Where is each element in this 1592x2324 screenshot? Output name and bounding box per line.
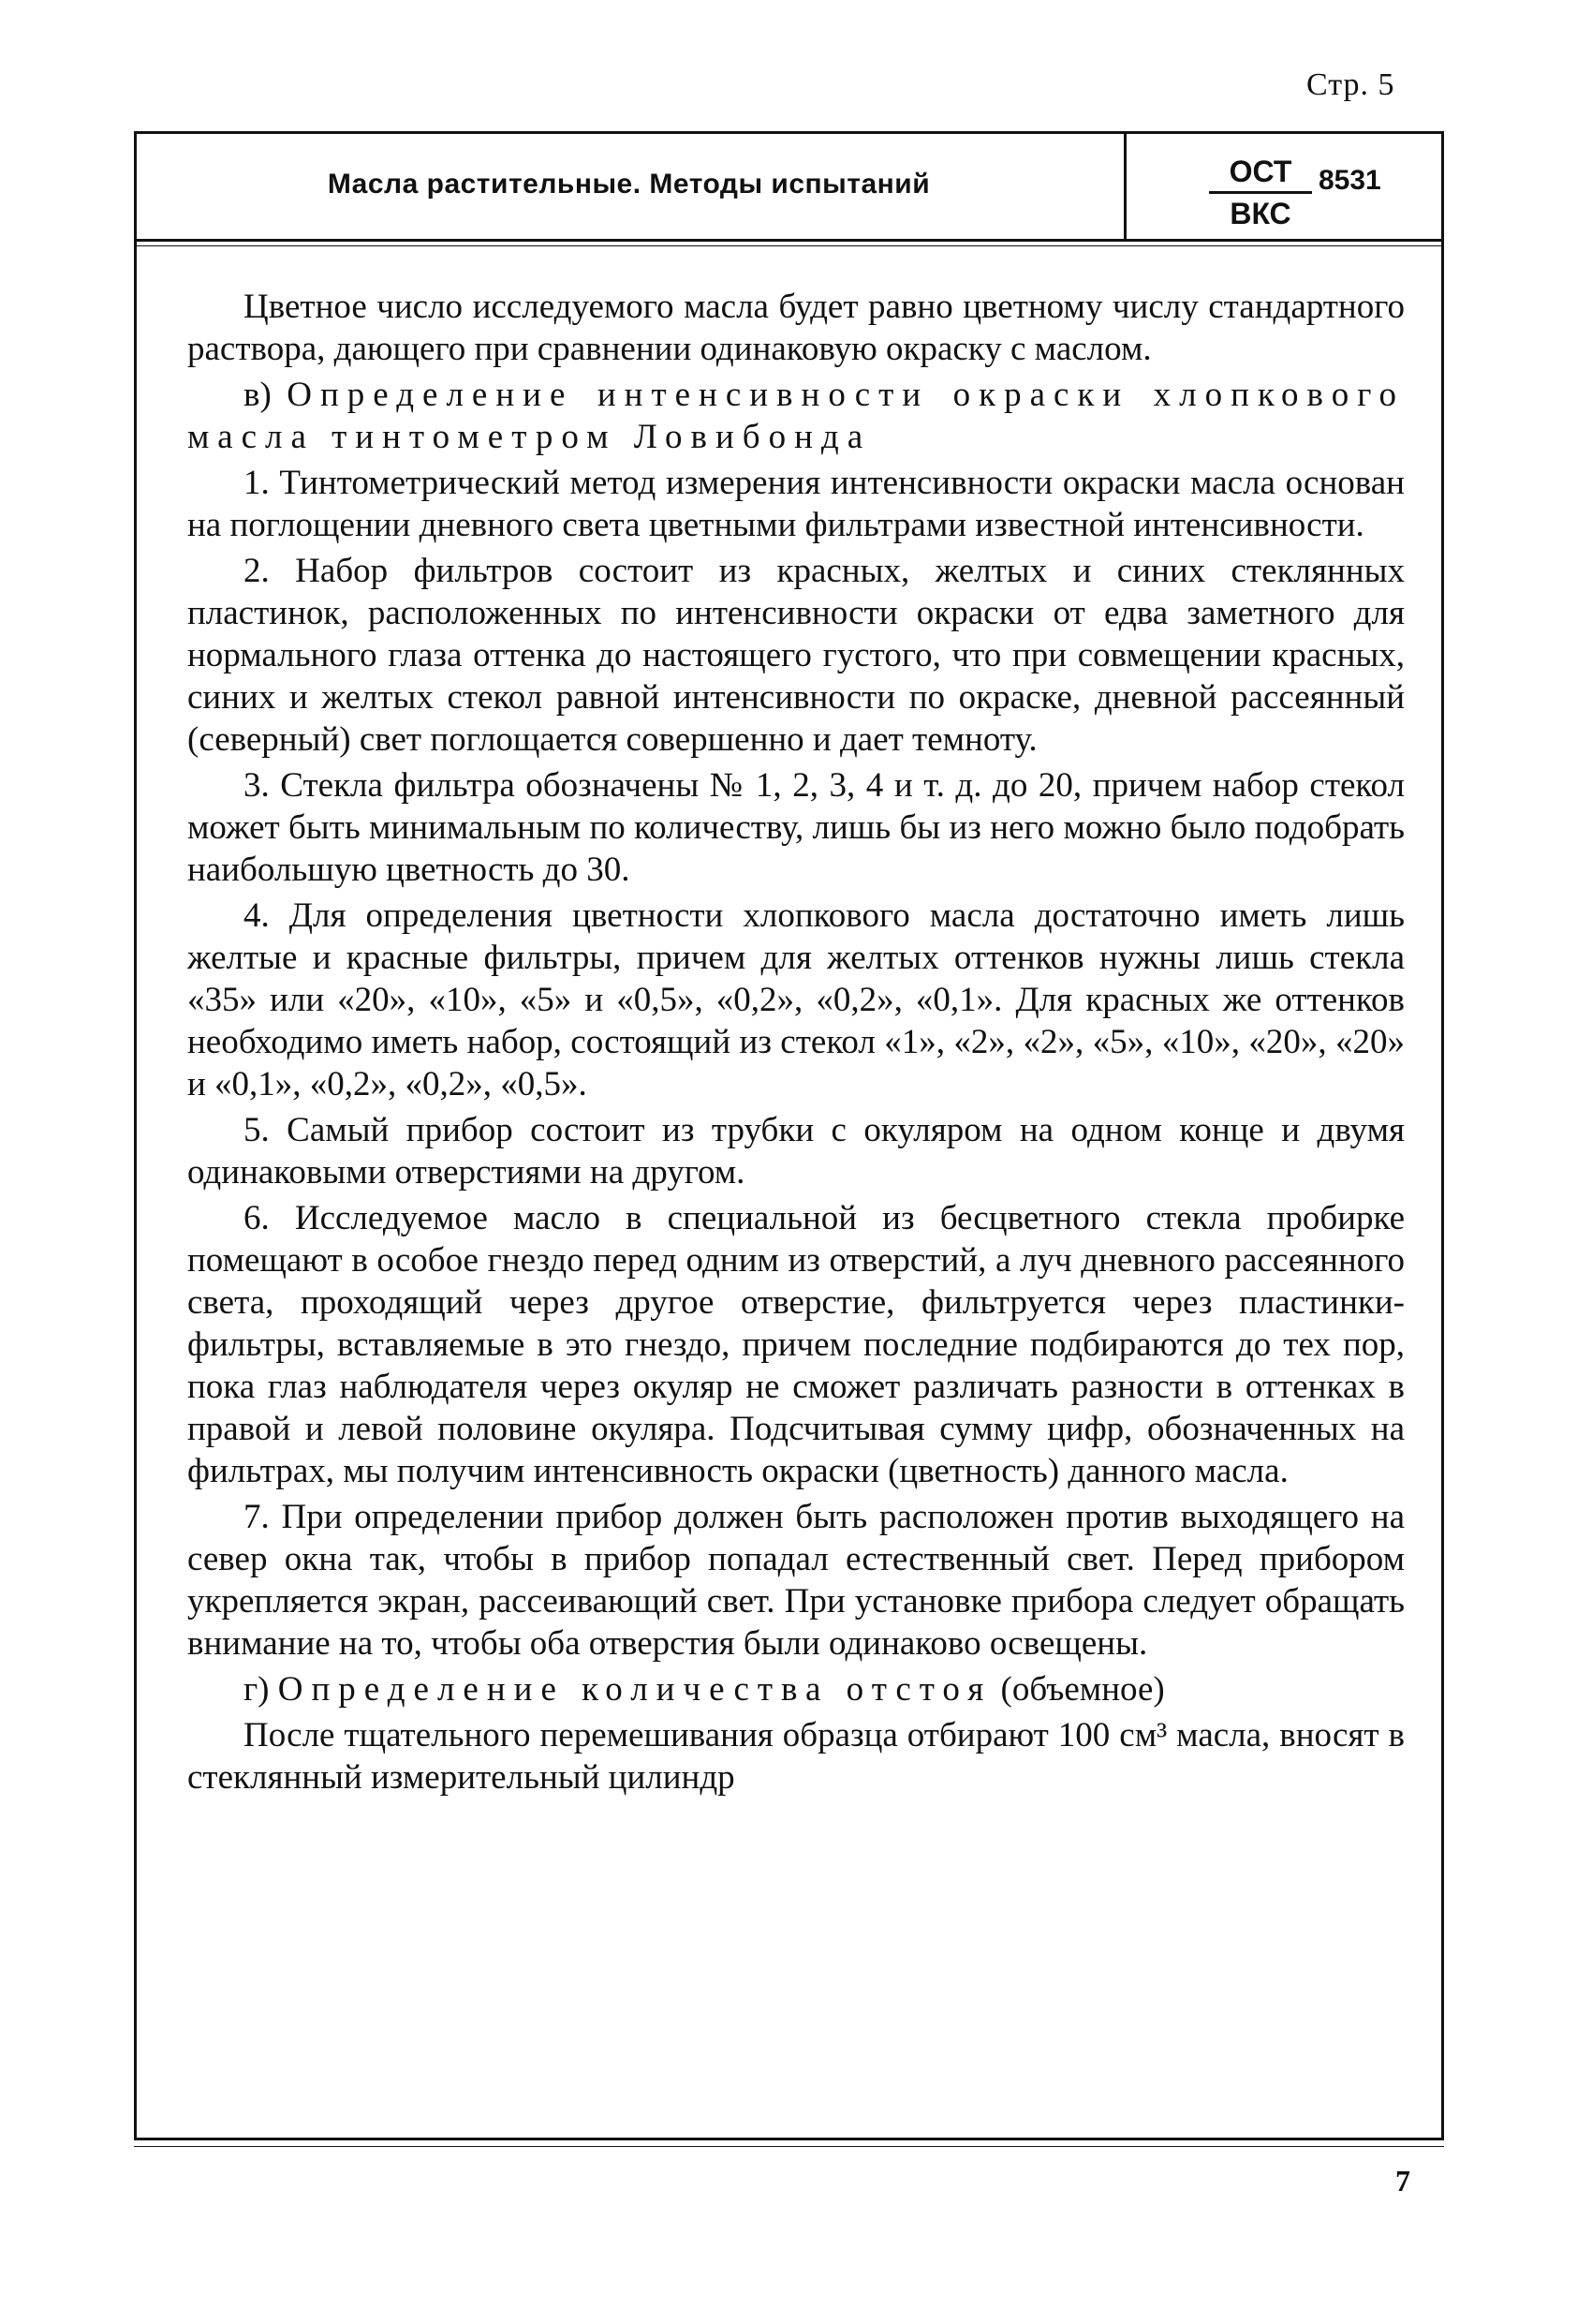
section-title: Определение интенсивности окраски хлопкового масла тинтометром Ловибонда bbox=[187, 376, 1405, 456]
section-title: Определение количества отстоя bbox=[277, 1670, 993, 1709]
standard-designation bbox=[1127, 141, 1444, 239]
frame-bottom-rule bbox=[134, 2138, 1444, 2140]
paragraph-5: 5. Самый прибор состоит из трубки с окуляром на одном конце и двумя одинаковыми отверстиями на другом. bbox=[187, 1111, 1405, 1192]
paragraph-3: 3. Стекла фильтра обозначены № 1, 2, 3, 4 и т. д. до 20, причем набор стекол может быть минимальным по количеству, лишь бы из него можно было подобрать наибольшую цветность до 30. bbox=[187, 766, 1405, 889]
paragraph-last: После тщательного перемешивания образца отбирают 100 см³ масла, вносят в стеклянный измерительный цилиндр bbox=[187, 1716, 1405, 1797]
frame-bottom-rule-thin bbox=[134, 2146, 1444, 2147]
body-text bbox=[187, 286, 1405, 1802]
header-rule-thin bbox=[134, 245, 1444, 246]
section-label: г) bbox=[243, 1670, 270, 1709]
paragraph-intro: Цветное число исследуемого масла будет равно цветному числу стандартного раствора, дающего при сравнении одинаковую окраску с маслом. bbox=[187, 288, 1405, 368]
section-heading-v bbox=[187, 374, 1405, 458]
paragraph-1: 1. Тинтометрический метод измерения интенсивности окраски масла основан на поглощении дневного света цветными фильтрами известной интенсивности. bbox=[187, 464, 1405, 544]
section-title-suffix: (объемное) bbox=[1000, 1670, 1165, 1709]
page-label-top: Стр. 5 bbox=[1306, 67, 1395, 102]
standard-fraction bbox=[1209, 152, 1312, 233]
page-number-bottom: 7 bbox=[1395, 2164, 1410, 2198]
paragraph-4: 4. Для определения цветности хлопкового масла достаточно иметь лишь желтые и красные фильтры, причем для желтых оттенков нужны лишь стекла «35» или «20», «10», «5» и «0,5», «0,2», «0,2», «0,1». Для красных же оттенков необходимо иметь набор, состоящий из стекол «1», «2», «2», «5», «10», «20», «20» и «0,1», «0,2», «0,2», «0,5». bbox=[187, 896, 1405, 1103]
paragraph-2: 2. Набор фильтров состоит из красных, желтых и синих стеклянных пластинок, расположенных по интенсивности окраски от едва заметного для нормального глаза оттенка до настоящего густого, что при совмещении красных, синих и желтых стекол равной интенсивности по окраске, дневной рассеянный (северный) свет поглощается совершенно и дает темноту. bbox=[187, 552, 1405, 759]
document-title: Масла растительные. Методы испытаний bbox=[327, 169, 931, 200]
standard-denominator: ВКС bbox=[1230, 197, 1291, 230]
standard-number: 8531 bbox=[1319, 165, 1381, 196]
header-rule bbox=[134, 239, 1444, 242]
standard-numerator: ОСТ bbox=[1209, 152, 1312, 194]
paragraph-6: 6. Исследуемое масло в специальной из бесцветного стекла пробирке помещают в особое гнездо перед одним из отверстий, а луч дневного рассеянного света, проходящий через другое отверстие, фильтруется через пластинки-фильтры, вставляемые в это гнездо, причем последние подбираются до тех пор, пока глаз наблюдателя через окуляр не сможет различать разности в оттенках в правой и левой половине окуляра. Подсчитывая сумму цифр, обозначенных на фильтрах, мы получим интенсивность окраски (цветность) данного масла. bbox=[187, 1199, 1405, 1490]
frame-top-rule bbox=[134, 131, 1444, 134]
section-label: в) bbox=[243, 376, 272, 414]
section-heading-g bbox=[187, 1668, 1405, 1710]
paragraph-7: 7. При определении прибор должен быть расположен против выходящего на север окна так, чтобы в прибор попадал естественный свет. Перед прибором укрепляется экран, рассеивающий свет. При установке прибора следует обращать внимание на то, чтобы оба отверстия были одинаково освещены. bbox=[187, 1498, 1405, 1663]
